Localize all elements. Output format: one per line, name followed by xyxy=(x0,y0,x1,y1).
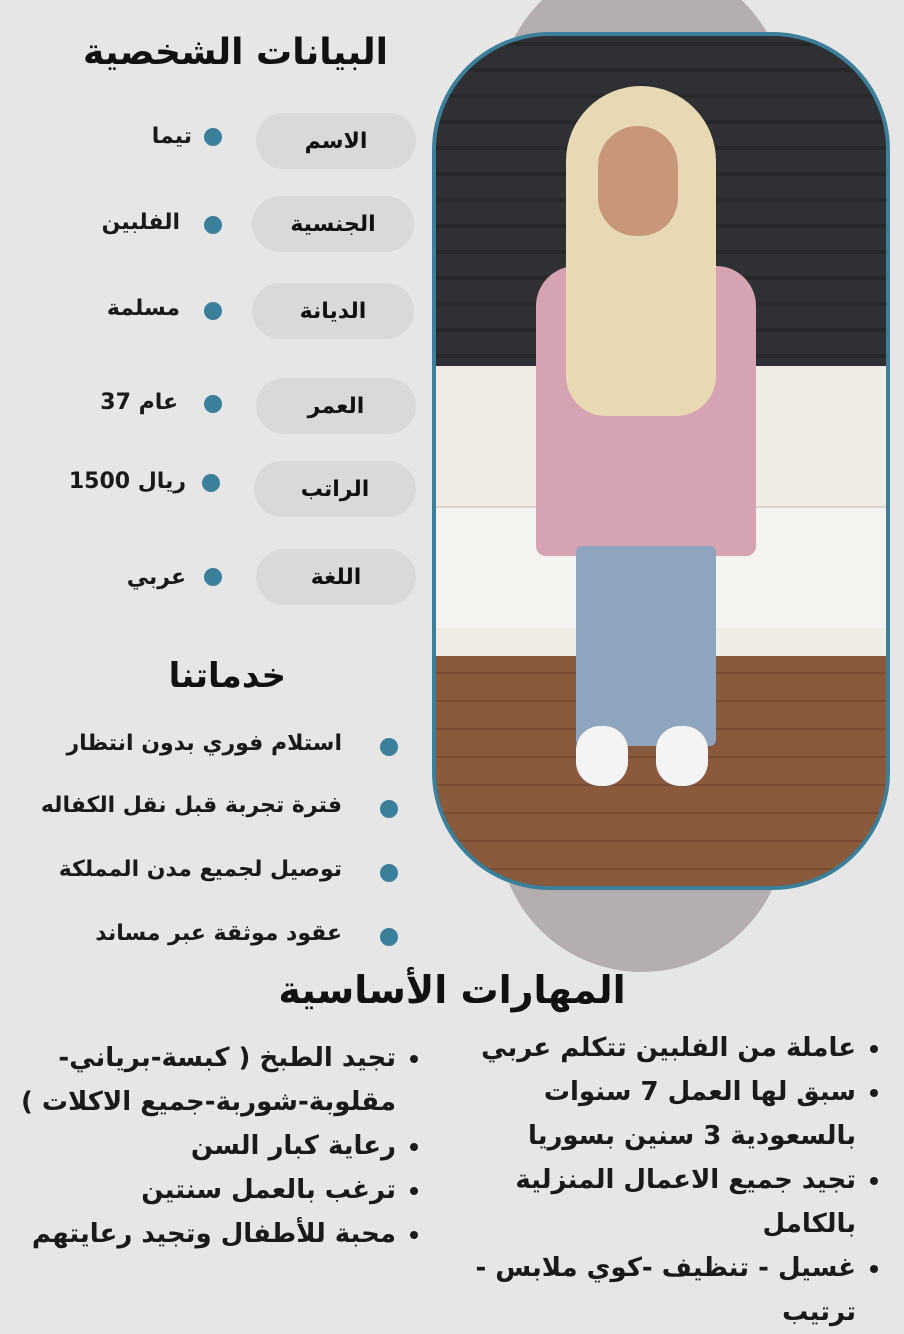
photo-person xyxy=(536,86,756,786)
service-item: توصيل لجميع مدن المملكة xyxy=(58,857,342,882)
person-shoe-right xyxy=(656,726,708,786)
bullet-dot xyxy=(204,128,222,146)
skills-left-list xyxy=(12,1036,426,1256)
skill-item: • غسيل - تنظيف -كوي ملابس - ترتيب xyxy=(424,1246,856,1334)
value-age: 37 عام xyxy=(100,390,178,415)
skill-item: • عاملة من الفلبين تتكلم عربي xyxy=(424,1026,856,1070)
skills-right-list xyxy=(424,1026,886,1334)
label-salary: الراتب xyxy=(254,461,416,517)
skills-title: المهارات الأساسية xyxy=(278,968,626,1012)
value-language: عربي xyxy=(126,565,186,590)
value-nationality: الفلبين xyxy=(101,210,180,235)
bullet-dot xyxy=(204,216,222,234)
bullet-dot xyxy=(204,568,222,586)
label-language: اللغة xyxy=(256,549,416,605)
worker-photo xyxy=(432,32,890,890)
skill-item: • رعاية كبار السن xyxy=(12,1124,396,1168)
person-jeans xyxy=(576,546,716,746)
bullet-dot xyxy=(204,302,222,320)
services-title: خدماتنا xyxy=(168,656,286,696)
bullet-dot xyxy=(204,395,222,413)
personal-title: البيانات الشخصية xyxy=(83,32,388,73)
bullet-dot xyxy=(380,864,398,882)
value-religion: مسلمة xyxy=(106,296,180,321)
bullet-dot xyxy=(380,800,398,818)
skill-item: • ترغب بالعمل سنتين xyxy=(12,1168,396,1212)
label-name: الاسم xyxy=(256,113,416,169)
label-religion: الديانة xyxy=(252,283,414,339)
person-face xyxy=(598,126,678,236)
skill-item: • تجيد جميع الاعمال المنزلية بالكامل xyxy=(424,1158,856,1246)
bullet-dot xyxy=(380,928,398,946)
service-item: عقود موثقة عبر مساند xyxy=(95,921,342,946)
bullet-dot xyxy=(202,474,220,492)
skill-item: • محبة للأطفال وتجيد رعايتهم xyxy=(12,1212,396,1256)
label-nationality: الجنسية xyxy=(252,196,414,252)
value-name: تيما xyxy=(151,124,192,149)
skill-item: • سبق لها العمل 7 سنوات بالسعودية 3 سنين بسوريا xyxy=(424,1070,856,1158)
label-age: العمر xyxy=(256,378,416,434)
service-item: فترة تجربة قبل نقل الكفاله xyxy=(40,793,342,818)
value-salary: 1500 ريال xyxy=(68,469,186,494)
bullet-dot xyxy=(380,738,398,756)
skill-item: • تجيد الطبخ ( كبسة-برياني-مقلوبة-شوربة-جميع الاكلات ) xyxy=(12,1036,396,1124)
service-item: استلام فوري بدون انتظار xyxy=(66,731,342,756)
person-shoe-left xyxy=(576,726,628,786)
